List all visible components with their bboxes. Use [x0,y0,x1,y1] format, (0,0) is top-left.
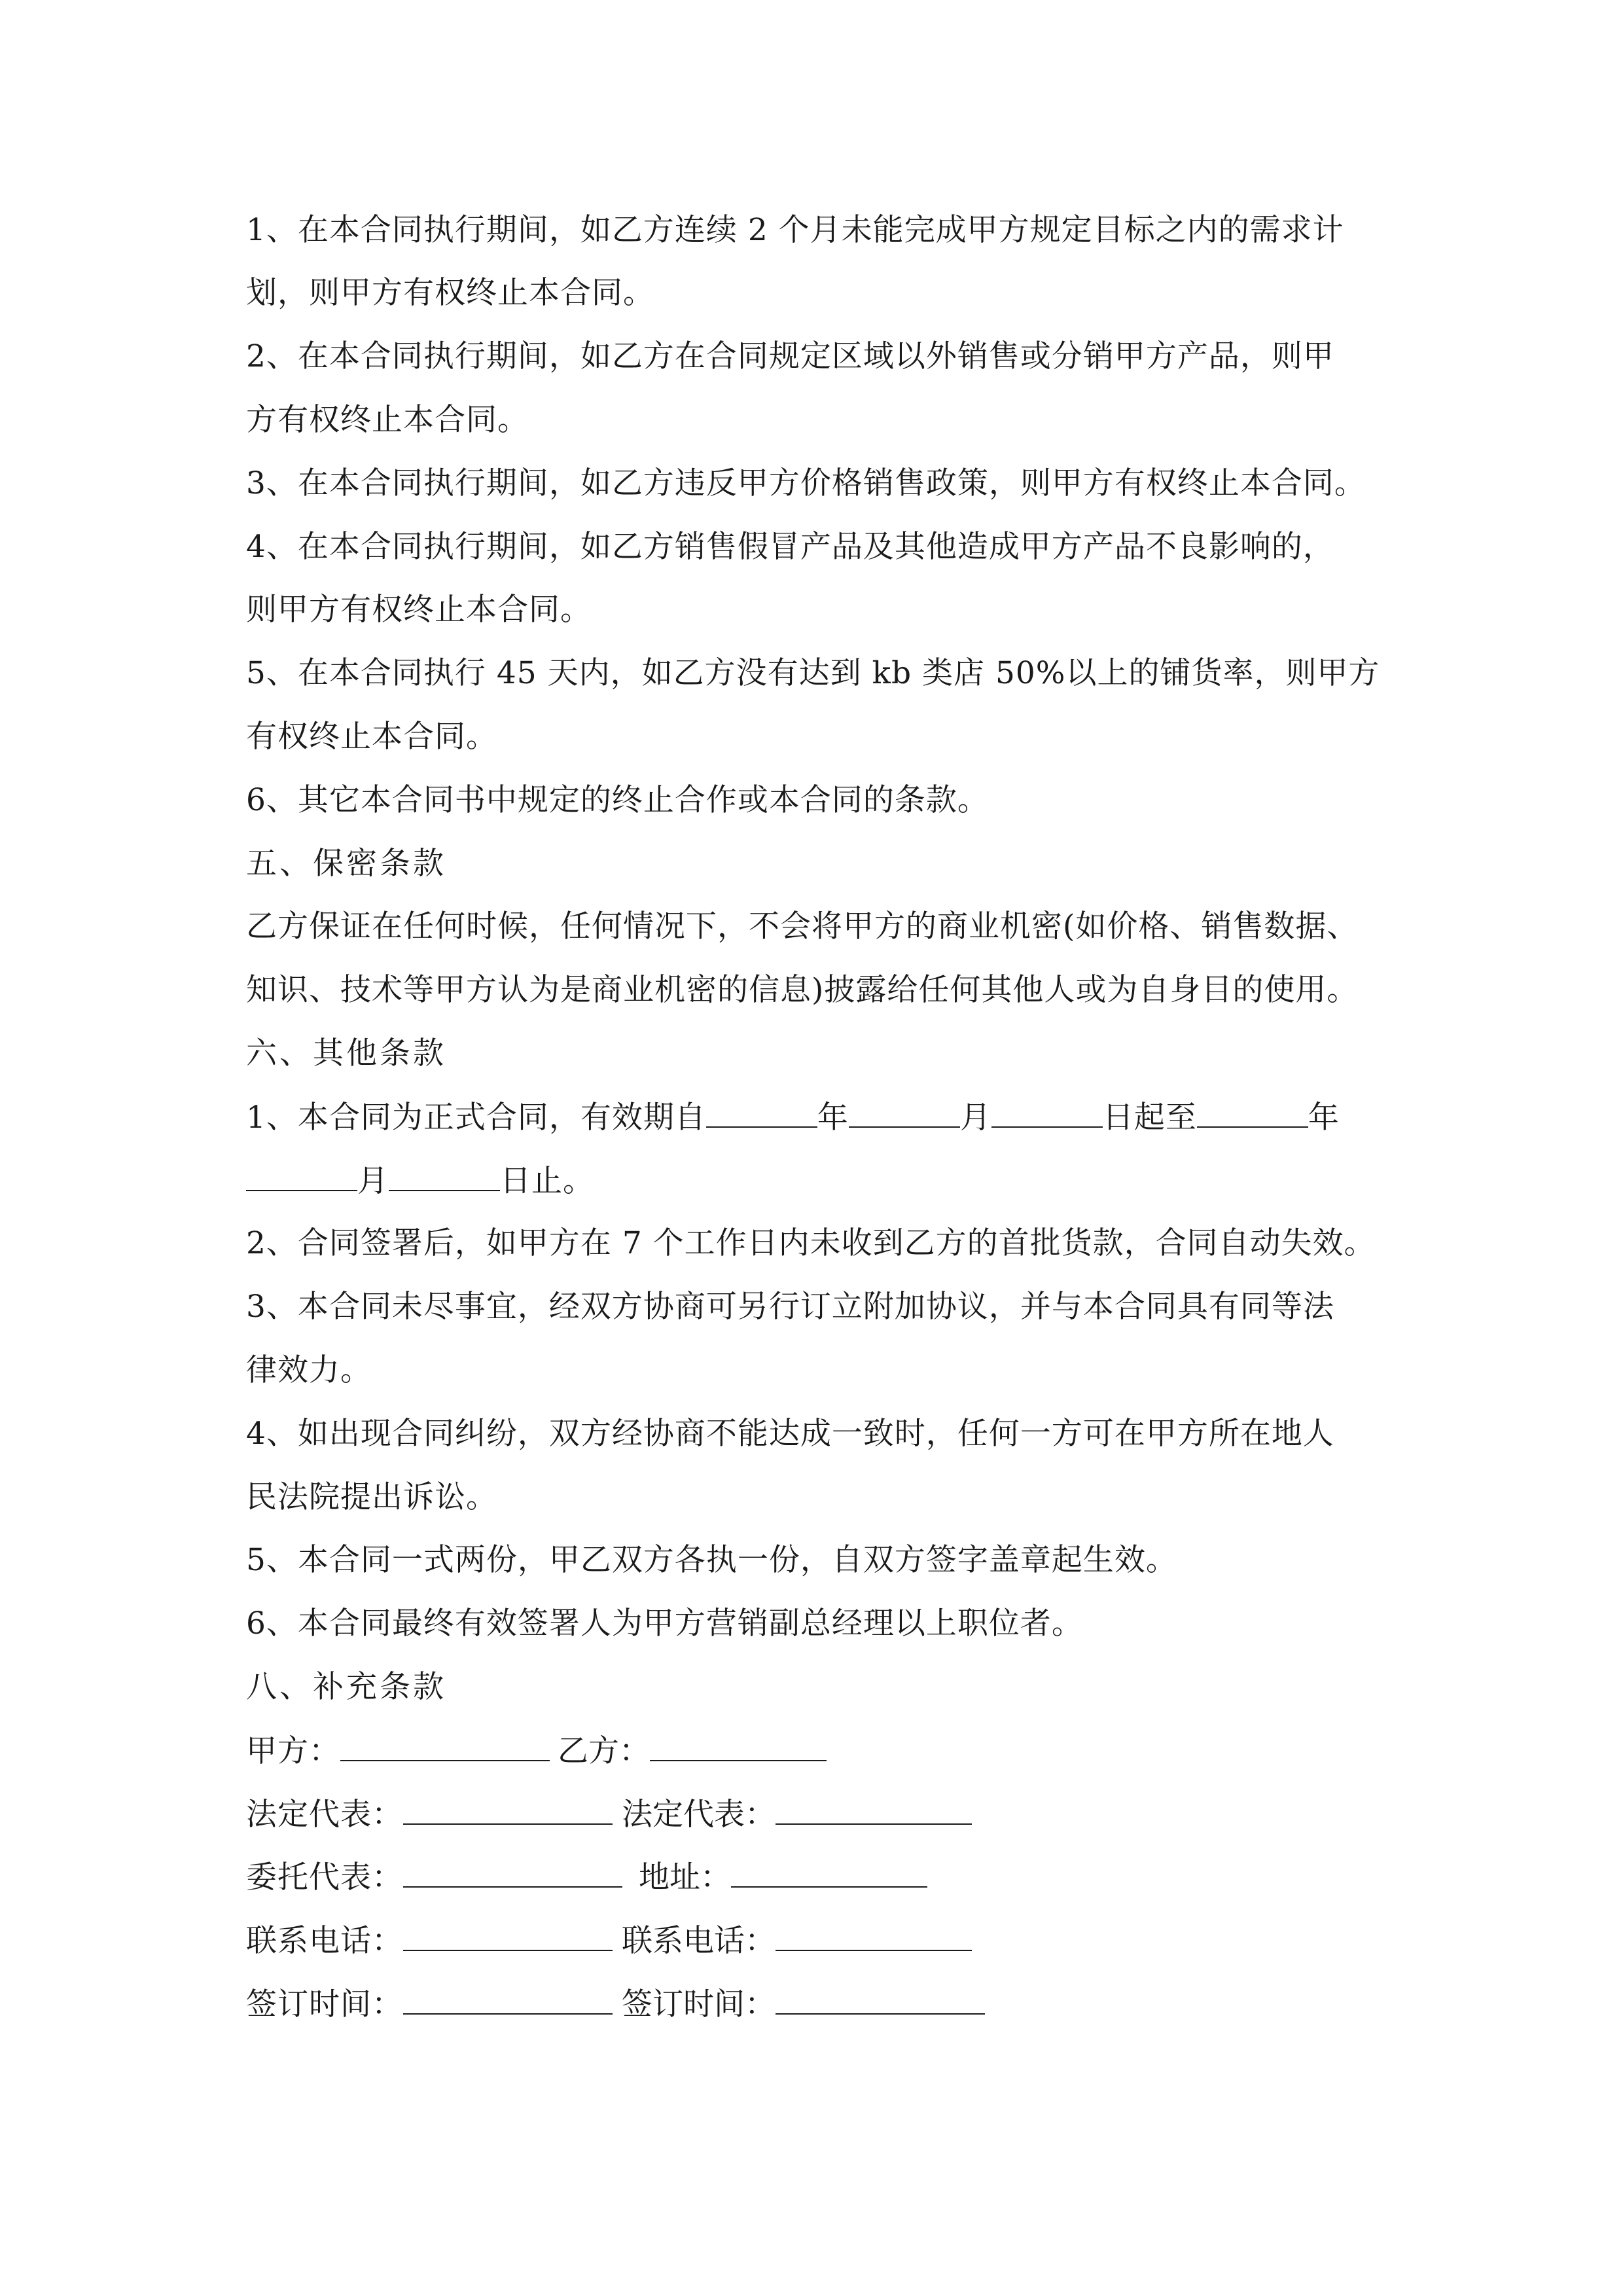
clause-4-line-1: 4、在本合同执行期间，如乙方销售假冒产品及其他造成甲方产品不良影响的， [246,529,1334,565]
term-clause-line-1 [246,1098,1340,1137]
address-label: 地址： [639,1859,731,1895]
party-b-row [558,1731,827,1770]
end-month-blank[interactable] [246,1161,357,1191]
party-a-blank[interactable] [340,1731,550,1761]
date-b-blank[interactable] [776,1984,985,2015]
date-a-row [246,1984,613,2024]
end-day-blank[interactable] [389,1161,500,1191]
clause-2-line-1: 2、在本合同执行期间，如乙方在合同规定区域以外销售或分销甲方产品，则甲 [246,338,1334,374]
clause-6-5: 5、本合同一式两份，甲乙双方各执一份，自双方签字盖章起生效。 [246,1542,1177,1578]
agent-blank[interactable] [403,1857,622,1888]
date-b-row [622,1984,985,2024]
legal-rep-b-blank[interactable] [776,1795,972,1825]
party-b-blank[interactable] [650,1731,827,1761]
clause-5-line-2: 有权终止本合同。 [246,719,497,755]
start-month-blank[interactable] [849,1098,960,1128]
clause-6-2: 2、合同签署后，如甲方在 7 个工作日内未收到乙方的首批货款，合同自动失效。 [246,1225,1376,1261]
confidentiality-line-1: 乙方保证在任何时候，任何情况下，不会将甲方的商业机密(如价格、销售数据、 [246,908,1359,944]
phone-a-row [246,1921,613,1960]
party-b-label: 乙方： [558,1733,650,1769]
phone-b-label: 联系电话： [622,1923,776,1959]
start-day-label: 日起至 [1102,1100,1197,1136]
clause-2-line-2: 方有权终止本合同。 [246,402,529,438]
clause-4-line-2: 则甲方有权终止本合同。 [246,592,592,628]
party-a-row [246,1731,550,1770]
date-b-label: 签订时间： [622,1986,776,2022]
phone-a-label: 联系电话： [246,1923,403,1959]
address-blank[interactable] [731,1857,927,1888]
clause-1-line-1: 1、在本合同执行期间，如乙方连续 2 个月未能完成甲方规定目标之内的需求计 [246,212,1344,248]
clause-5-line-1: 5、在本合同执行 45 天内，如乙方没有达到 kb 类店 50%以上的铺货率，则甲方 [246,655,1380,691]
end-day-label: 日止。 [500,1163,594,1199]
section-6-heading: 六、其他条款 [246,1035,446,1071]
legal-rep-b-row [622,1795,972,1834]
phone-a-blank[interactable] [403,1921,613,1951]
address-row [639,1857,927,1897]
clause-6-6: 6、本合同最终有效签署人为甲方营销副总经理以上职位者。 [246,1605,1083,1641]
party-a-label: 甲方： [246,1733,340,1769]
legal-rep-a-label: 法定代表： [246,1797,403,1833]
confidentiality-line-2: 知识、技术等甲方认为是商业机密的信息)披露给任何其他人或为自身目的使用。 [246,972,1359,1008]
clause-6-3-line-1: 3、本合同未尽事宜，经双方协商可另行订立附加协议，并与本合同具有同等法 [246,1289,1334,1325]
section-8-heading: 八、补充条款 [246,1669,446,1705]
clause-6-line-1: 6、其它本合同书中规定的终止合作或本合同的条款。 [246,782,989,818]
clause-3-line-1: 3、在本合同执行期间，如乙方违反甲方价格销售政策，则甲方有权终止本合同。 [246,465,1366,501]
legal-rep-a-row [246,1795,613,1834]
legal-rep-b-label: 法定代表： [622,1797,776,1833]
clause-6-3-line-2: 律效力。 [246,1352,372,1388]
section-5-heading: 五、保密条款 [246,846,446,882]
end-month-label: 月 [357,1163,389,1199]
clause-6-4-line-1: 4、如出现合同纠纷，双方经协商不能达成一致时，任何一方可在甲方所在地人 [246,1416,1334,1452]
phone-b-blank[interactable] [776,1921,972,1951]
agent-label: 委托代表： [246,1859,403,1895]
start-year-label: 年 [817,1100,849,1136]
start-year-blank[interactable] [706,1098,817,1128]
date-a-label: 签订时间： [246,1986,403,2022]
legal-rep-a-blank[interactable] [403,1795,613,1825]
agent-row [246,1857,622,1897]
phone-b-row [622,1921,972,1960]
date-a-blank[interactable] [403,1984,613,2015]
term-clause-line-2 [246,1161,594,1200]
term-prefix: 1、本合同为正式合同，有效期自 [246,1100,706,1136]
start-month-label: 月 [959,1100,991,1136]
clause-1-line-2: 划，则甲方有权终止本合同。 [246,275,654,311]
start-day-blank[interactable] [991,1098,1103,1128]
end-year-blank[interactable] [1197,1098,1308,1128]
clause-6-4-line-2: 民法院提出诉讼。 [246,1479,497,1515]
end-year-label: 年 [1308,1100,1340,1136]
